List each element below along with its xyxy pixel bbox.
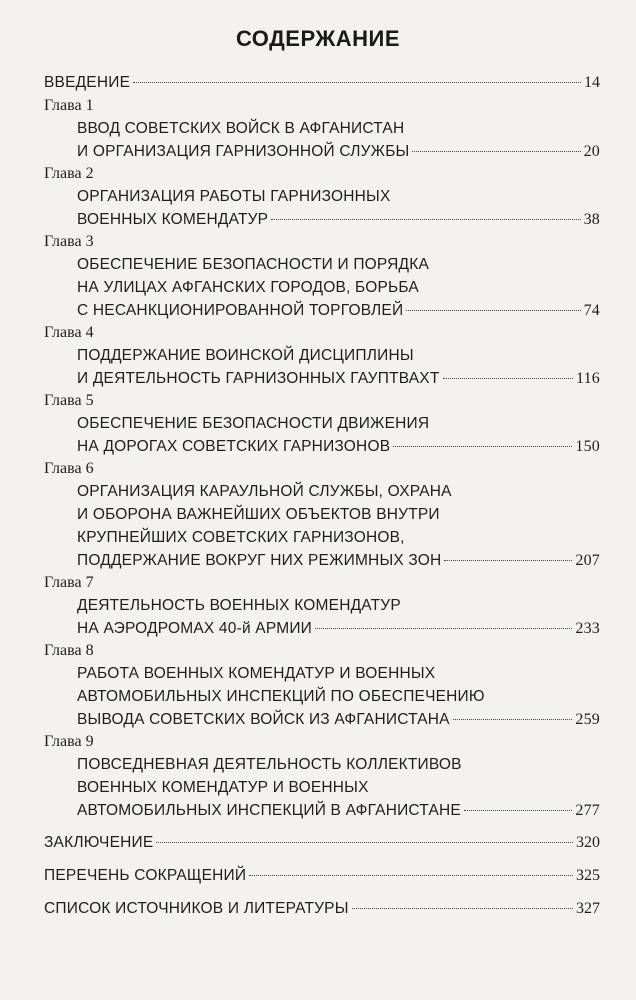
- toc-chapter-4[interactable]: [44, 322, 600, 390]
- chapter-title-line: ОБЕСПЕЧЕНИЕ БЕЗОПАСНОСТИ ДВИЖЕНИЯ: [77, 415, 430, 432]
- toc-chapter-3[interactable]: [44, 231, 600, 322]
- page-number: 233: [575, 620, 600, 637]
- toc-chapter-5[interactable]: [44, 390, 600, 458]
- dot-leader: [315, 628, 572, 629]
- chapter-title-block: [44, 594, 600, 640]
- chapter-title-line: ОБЕСПЕЧЕНИЕ БЕЗОПАСНОСТИ И ПОРЯДКА: [77, 256, 429, 273]
- chapter-title-line: КРУПНЕЙШИХ СОВЕТСКИХ ГАРНИЗОНОВ,: [77, 529, 405, 546]
- dot-leader: [412, 151, 580, 152]
- dot-leader: [352, 908, 573, 909]
- entry-title: СПИСОК ИСТОЧНИКОВ И ЛИТЕРАТУРЫ: [44, 900, 349, 917]
- toc-chapter-2[interactable]: [44, 163, 600, 231]
- chapter-label: Глава 2: [44, 165, 94, 182]
- table-of-contents: [44, 70, 600, 921]
- chapter-title-text: И ДЕЯТЕЛЬНОСТЬ ГАРНИЗОННЫХ ГАУПТВАХТ: [77, 370, 440, 387]
- chapter-title-line: [77, 367, 600, 390]
- dot-leader: [444, 560, 572, 561]
- chapter-title-text: ВОЕННЫХ КОМЕНДАТУР: [77, 211, 269, 228]
- chapter-title-block: [44, 117, 600, 163]
- page-number: 150: [575, 438, 600, 455]
- chapter-title-line: [77, 549, 600, 572]
- chapter-title-line: [77, 708, 600, 731]
- entry-title: ЗАКЛЮЧЕНИЕ: [44, 834, 154, 851]
- chapter-title-line: ПОДДЕРЖАНИЕ ВОИНСКОЙ ДИСЦИПЛИНЫ: [77, 347, 414, 364]
- chapter-title-line: АВТОМОБИЛЬНЫХ ИНСПЕКЦИЙ ПО ОБЕСПЕЧЕНИЮ: [77, 688, 485, 705]
- chapter-title-line: ВВОД СОВЕТСКИХ ВОЙСК В АФГАНИСТАН: [77, 120, 405, 137]
- chapter-title-text: НА ДОРОГАХ СОВЕТСКИХ ГАРНИЗОНОВ: [77, 438, 391, 455]
- page-number: 14: [584, 74, 600, 91]
- chapter-title-line: ОРГАНИЗАЦИЯ РАБОТЫ ГАРНИЗОННЫХ: [77, 188, 391, 205]
- dot-leader: [464, 810, 572, 811]
- page-number: 277: [575, 802, 600, 819]
- chapter-title-text: АВТОМОБИЛЬНЫХ ИНСПЕКЦИЙ В АФГАНИСТАНЕ: [77, 802, 461, 819]
- chapter-title-line: [77, 799, 600, 822]
- page-number: 74: [583, 302, 600, 319]
- chapter-title-line: ПОВСЕДНЕВНАЯ ДЕЯТЕЛЬНОСТЬ КОЛЛЕКТИВОВ: [77, 756, 462, 773]
- toc-entry-ending-2[interactable]: [44, 863, 600, 888]
- chapter-label: Глава 6: [44, 460, 94, 477]
- chapter-title-block: [44, 480, 600, 572]
- chapter-title-line: [77, 140, 600, 163]
- ending-list: [44, 830, 600, 921]
- chapter-title-line: [77, 208, 600, 231]
- chapter-title-line: ВОЕННЫХ КОМЕНДАТУР И ВОЕННЫХ: [77, 779, 369, 796]
- dot-leader: [133, 82, 581, 83]
- chapter-title-text: С НЕСАНКЦИОНИРОВАННОЙ ТОРГОВЛЕЙ: [77, 302, 404, 319]
- toc-chapter-8[interactable]: [44, 640, 600, 731]
- chapter-list: [44, 95, 600, 822]
- page-title: СОДЕРЖАНИЕ: [235, 26, 401, 51]
- page-number: 116: [575, 370, 600, 387]
- chapter-title-line: [77, 299, 600, 322]
- chapter-title-block: [44, 412, 600, 458]
- toc-entry-intro[interactable]: [44, 70, 600, 95]
- chapter-title-block: [44, 344, 600, 390]
- chapter-title-block: [44, 662, 600, 731]
- chapter-label: Глава 3: [44, 233, 94, 250]
- chapter-label: Глава 5: [44, 392, 94, 409]
- dot-leader: [453, 719, 573, 720]
- dot-leader: [249, 875, 573, 876]
- chapter-title-text: И ОРГАНИЗАЦИЯ ГАРНИЗОННОЙ СЛУЖБЫ: [77, 143, 410, 160]
- chapter-title-block: [44, 253, 600, 322]
- chapter-title-line: ДЕЯТЕЛЬНОСТЬ ВОЕННЫХ КОМЕНДАТУР: [77, 597, 401, 614]
- entry-title: ВВЕДЕНИЕ: [44, 74, 131, 91]
- page-number: 320: [576, 834, 600, 851]
- toc-chapter-7[interactable]: [44, 572, 600, 640]
- chapter-title-line: НА УЛИЦАХ АФГАНСКИХ ГОРОДОВ, БОРЬБА: [77, 279, 419, 296]
- toc-chapter-6[interactable]: [44, 458, 600, 572]
- entry-title: ПЕРЕЧЕНЬ СОКРАЩЕНИЙ: [44, 867, 247, 884]
- chapter-title-line: РАБОТА ВОЕННЫХ КОМЕНДАТУР И ВОЕННЫХ: [77, 665, 436, 682]
- chapter-label: Глава 1: [44, 97, 94, 114]
- toc-chapter-1[interactable]: [44, 95, 600, 163]
- dot-leader: [393, 446, 572, 447]
- chapter-title-text: НА АЭРОДРОМАХ 40-й АРМИИ: [77, 620, 312, 637]
- chapter-title-block: [44, 753, 600, 822]
- toc-entry-ending-1[interactable]: [44, 830, 600, 855]
- dot-leader: [443, 378, 573, 379]
- chapter-label: Глава 8: [44, 642, 94, 659]
- chapter-title-line: ОРГАНИЗАЦИЯ КАРАУЛЬНОЙ СЛУЖБЫ, ОХРАНА: [77, 483, 452, 500]
- page-number: 327: [576, 900, 600, 917]
- page-number: 325: [576, 867, 600, 884]
- chapter-label: Глава 9: [44, 733, 94, 750]
- chapter-title-block: [44, 185, 600, 231]
- page-number: 207: [575, 552, 600, 569]
- dot-leader: [271, 219, 580, 220]
- dot-leader: [406, 310, 580, 311]
- dot-leader: [156, 842, 573, 843]
- page-number: 38: [583, 211, 600, 228]
- page-number: 20: [583, 143, 600, 160]
- chapter-title-text: ВЫВОДА СОВЕТСКИХ ВОЙСК ИЗ АФГАНИСТАНА: [77, 711, 450, 728]
- chapter-title-line: [77, 617, 600, 640]
- page-number: 259: [575, 711, 600, 728]
- chapter-label: Глава 7: [44, 574, 94, 591]
- chapter-title-line: И ОБОРОНА ВАЖНЕЙШИХ ОБЪЕКТОВ ВНУТРИ: [77, 506, 440, 523]
- chapter-label: Глава 4: [44, 324, 94, 341]
- toc-entry-ending-3[interactable]: [44, 896, 600, 921]
- chapter-title-line: [77, 435, 600, 458]
- chapter-title-text: ПОДДЕРЖАНИЕ ВОКРУГ НИХ РЕЖИМНЫХ ЗОН: [77, 552, 442, 569]
- toc-chapter-9[interactable]: [44, 731, 600, 822]
